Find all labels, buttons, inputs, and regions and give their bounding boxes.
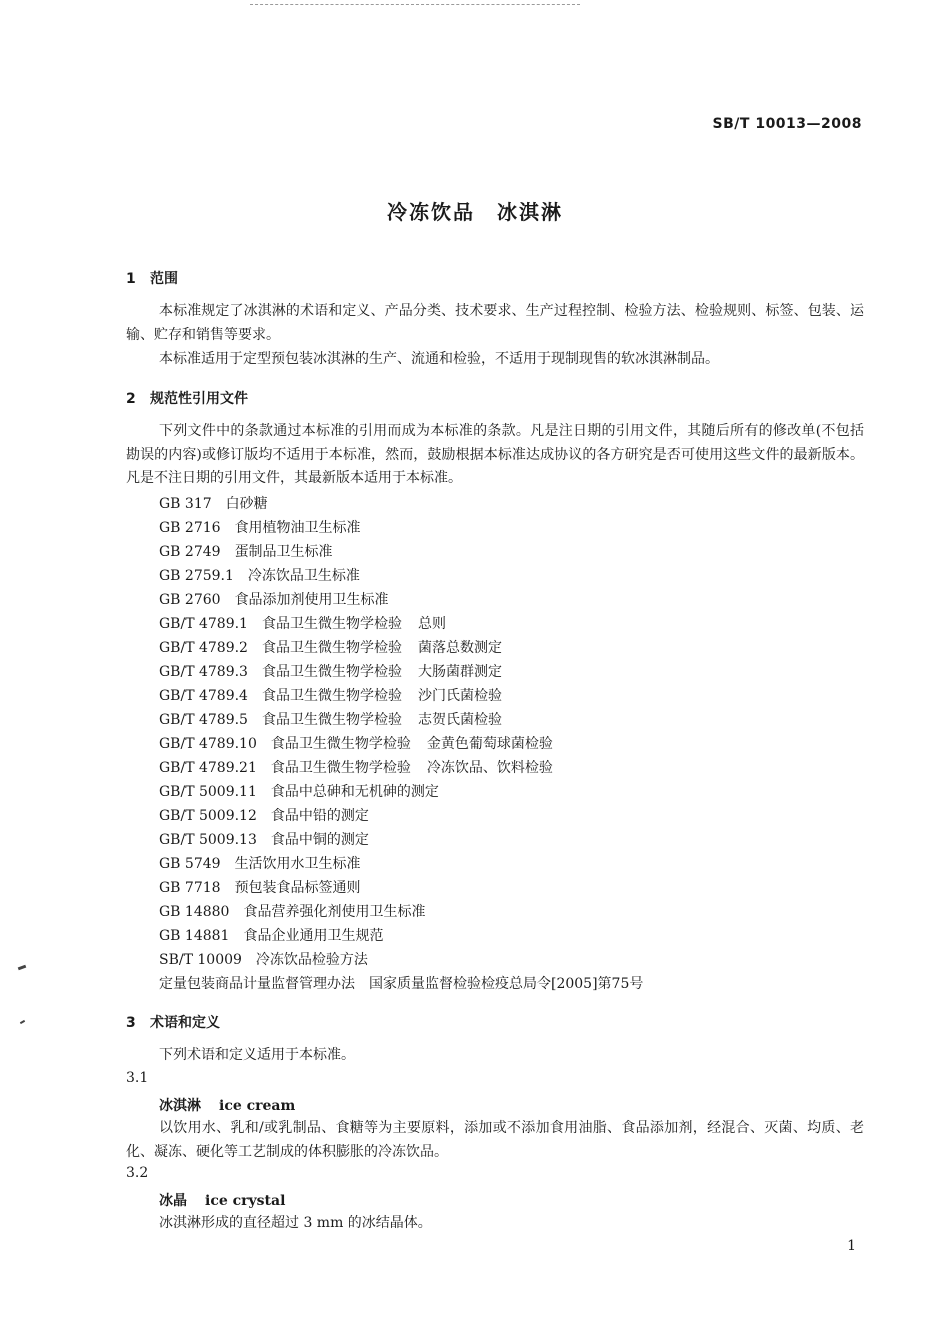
reference-title: 食品卫生微生物学检验: [270, 736, 411, 752]
reference-title: 食品营养强化剂使用卫生标准: [243, 904, 426, 920]
term-en: ice cream: [219, 1098, 296, 1114]
reference-code: GB 317: [159, 496, 212, 512]
term-en: ice crystal: [205, 1193, 286, 1209]
reference-title: 国家质量监督检验检疫总局令[2005]第75号: [369, 976, 644, 992]
reference-item: [159, 588, 643, 612]
term-zh: 冰晶: [159, 1193, 187, 1209]
reference-title: 预包装食品标签通则: [234, 880, 361, 896]
reference-title: 食品卫生微生物学检验: [261, 616, 402, 632]
reference-item: [159, 756, 643, 780]
reference-subtitle: 冷冻饮品、饮料检验: [426, 760, 553, 776]
reference-title: 食品企业通用卫生规范: [243, 928, 384, 944]
reference-title: 食品卫生微生物学检验: [261, 712, 402, 728]
reference-title: 蛋制品卫生标准: [234, 544, 333, 560]
reference-list: [159, 492, 643, 996]
reference-item: [159, 948, 643, 972]
reference-code: 定量包装商品计量监督管理办法: [159, 976, 355, 992]
reference-title: 食品中铅的测定: [270, 808, 369, 824]
reference-title: 食品卫生微生物学检验: [270, 760, 411, 776]
reference-code: GB/T 4789.1: [159, 616, 248, 632]
reference-item: [159, 828, 643, 852]
reference-subtitle: 总则: [417, 616, 446, 632]
reference-code: GB 14880: [159, 904, 230, 920]
reference-code: GB/T 4789.21: [159, 760, 257, 776]
reference-subtitle: 沙门氏菌检验: [417, 688, 502, 704]
term-heading: [159, 1190, 285, 1210]
reference-code: GB 2759.1: [159, 568, 234, 584]
reference-title: 生活饮用水卫生标准: [234, 856, 361, 872]
reference-item: [159, 636, 643, 660]
section-title: 范围: [150, 271, 178, 287]
reference-code: GB 2749: [159, 544, 221, 560]
reference-subtitle: 菌落总数测定: [417, 640, 502, 656]
scan-speck: [18, 965, 27, 971]
reference-item: [159, 612, 643, 636]
reference-code: GB/T 4789.3: [159, 664, 248, 680]
reference-title: 食用植物油卫生标准: [234, 520, 361, 536]
reference-code: GB/T 4789.4: [159, 688, 248, 704]
reference-code: GB 14881: [159, 928, 230, 944]
reference-item: [159, 732, 643, 756]
scope-paragraph-1: 本标准规定了冰淇淋的术语和定义、产品分类、技术要求、生产过程控制、检验方法、检验规则、标签、包装、运输、贮存和销售等要求。: [126, 303, 864, 343]
term-definition: 冰淇淋形成的直径超过 3 mm 的冰结晶体。: [159, 1215, 432, 1231]
terms-intro: 下列术语和定义适用于本标准。: [159, 1047, 355, 1063]
reference-code: GB 2760: [159, 592, 221, 608]
reference-code: SB/T 10009: [159, 952, 242, 968]
scope-paragraph-2: 本标准适用于定型预包装冰淇淋的生产、流通和检验，不适用于现制现售的软冰淇淋制品。: [159, 351, 719, 367]
reference-title: 食品卫生微生物学检验: [261, 664, 402, 680]
reference-code: GB 2716: [159, 520, 221, 536]
term-zh: 冰淇淋: [159, 1098, 201, 1114]
section-2-heading: [126, 388, 248, 408]
reference-subtitle: 大肠菌群测定: [417, 664, 502, 680]
reference-title: 食品中总砷和无机砷的测定: [270, 784, 439, 800]
reference-item: [159, 540, 643, 564]
section-1-heading: [126, 268, 178, 288]
reference-title: 食品卫生微生物学检验: [261, 640, 402, 656]
reference-subtitle: 金黄色葡萄球菌检验: [426, 736, 553, 752]
reference-item: [159, 492, 643, 516]
reference-title: 冷冻饮品卫生标准: [247, 568, 360, 584]
reference-title: 冷冻饮品检验方法: [255, 952, 368, 968]
reference-code: GB/T 5009.13: [159, 832, 257, 848]
scan-edge-line: [250, 4, 580, 5]
section-number: 3: [126, 1015, 136, 1031]
section-title: 规范性引用文件: [150, 391, 248, 407]
term-number: 3.1: [126, 1070, 149, 1086]
term-heading: [159, 1095, 295, 1115]
reference-item: [159, 516, 643, 540]
references-intro: 下列文件中的条款通过本标准的引用而成为本标准的条款。凡是注日期的引用文件，其随后所有的修改单(不包括勘误的内容)或修订版均不适用于本标准，然而，鼓励根据本标准达成协议的各方研究是否可使用这些文件的最新版本。凡是不注日期的引用文件，其最新版本适用于本标准。: [126, 423, 864, 486]
reference-subtitle: 志贺氏菌检验: [417, 712, 502, 728]
scan-speck: [20, 1020, 25, 1024]
reference-item: [159, 876, 643, 900]
reference-item: [159, 924, 643, 948]
reference-code: GB/T 5009.11: [159, 784, 257, 800]
reference-item: [159, 564, 643, 588]
reference-code: GB 7718: [159, 880, 221, 896]
reference-item: [159, 852, 643, 876]
section-3-heading: [126, 1012, 220, 1032]
reference-item: [159, 900, 643, 924]
reference-item: [159, 804, 643, 828]
reference-item: [159, 684, 643, 708]
section-title: 术语和定义: [150, 1015, 220, 1031]
reference-title: 食品卫生微生物学检验: [261, 688, 402, 704]
reference-code: GB/T 4789.2: [159, 640, 248, 656]
reference-title: 白砂糖: [225, 496, 268, 512]
reference-code: GB/T 5009.12: [159, 808, 257, 824]
reference-item: [159, 972, 643, 996]
standard-code: SB/T 10013—2008: [712, 116, 862, 132]
section-number: 2: [126, 391, 136, 407]
reference-code: GB/T 4789.10: [159, 736, 257, 752]
section-number: 1: [126, 271, 136, 287]
term-definition: 以饮用水、乳和/或乳制品、食糖等为主要原料，添加或不添加食用油脂、食品添加剂，经混合、灭菌、均质、老化、凝冻、硬化等工艺制成的体积膨胀的冷冻饮品。: [126, 1120, 864, 1160]
reference-item: [159, 780, 643, 804]
reference-code: GB/T 4789.5: [159, 712, 248, 728]
reference-item: [159, 708, 643, 732]
reference-code: GB 5749: [159, 856, 221, 872]
reference-item: [159, 660, 643, 684]
term-number: 3.2: [126, 1165, 149, 1181]
reference-title: 食品中铜的测定: [270, 832, 369, 848]
reference-title: 食品添加剂使用卫生标准: [234, 592, 389, 608]
page-title: 冷冻饮品 冰淇淋: [387, 200, 563, 224]
page-number: 1: [847, 1238, 856, 1254]
